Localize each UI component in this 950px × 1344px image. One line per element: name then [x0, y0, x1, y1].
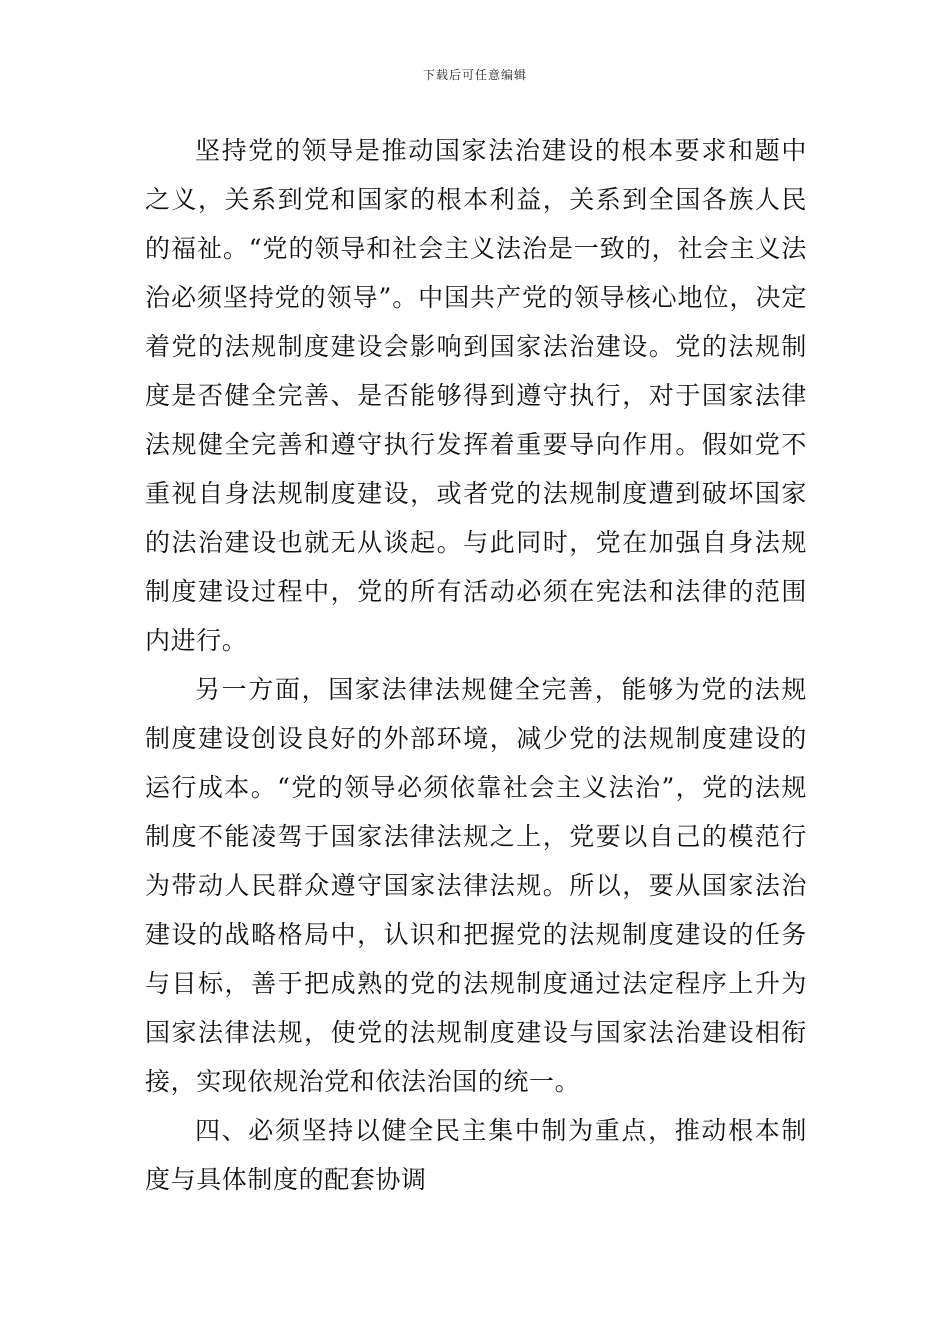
- body-text: [145, 126, 807, 1204]
- header-note: 下载后可任意编辑: [422, 68, 527, 82]
- paragraph-party-leadership: 坚持党的领导是推动国家法治建设的根本要求和题中之义，关系到党和国家的根本利益，关系到全国各族人民的福祉。“党的领导和社会主义法治是一致的，社会主义法治必须坚持党的领导”。中国共产党的领导核心地位，决定着党的法规制度建设会影响到国家法治建设。党的法规制度是否健全完善、是否能够得到遵守执行，对于国家法律法规健全完善和遵守执行发挥着重要导向作用。假如党不重视自身法规制度建设，或者党的法规制度遭到破坏国家的法治建设也就无从谈起。与此同时，党在加强自身法规制度建设过程中，党的所有活动必须在宪法和法律的范围内进行。: [145, 136, 807, 655]
- section-heading-four: 四、必须坚持以健全民主集中制为重点，推动根本制度与具体制度的配套协调: [145, 1116, 807, 1194]
- paragraph-national-law: 另一方面，国家法律法规健全完善，能够为党的法规制度建设创设良好的外部环境，减少党的法规制度建设的运行成本。“党的领导必须依靠社会主义法治”，党的法规制度不能凌驾于国家法律法规之上，党要以自己的模范行为带动人民群众遵守国家法律法规。所以，要从国家法治建设的战略格局中，认识和把握党的法规制度建设的任务与目标，善于把成熟的党的法规制度通过法定程序上升为国家法律法规，使党的法规制度建设与国家法治建设相衔接，实现依规治党和依法治国的统一。: [145, 675, 807, 1096]
